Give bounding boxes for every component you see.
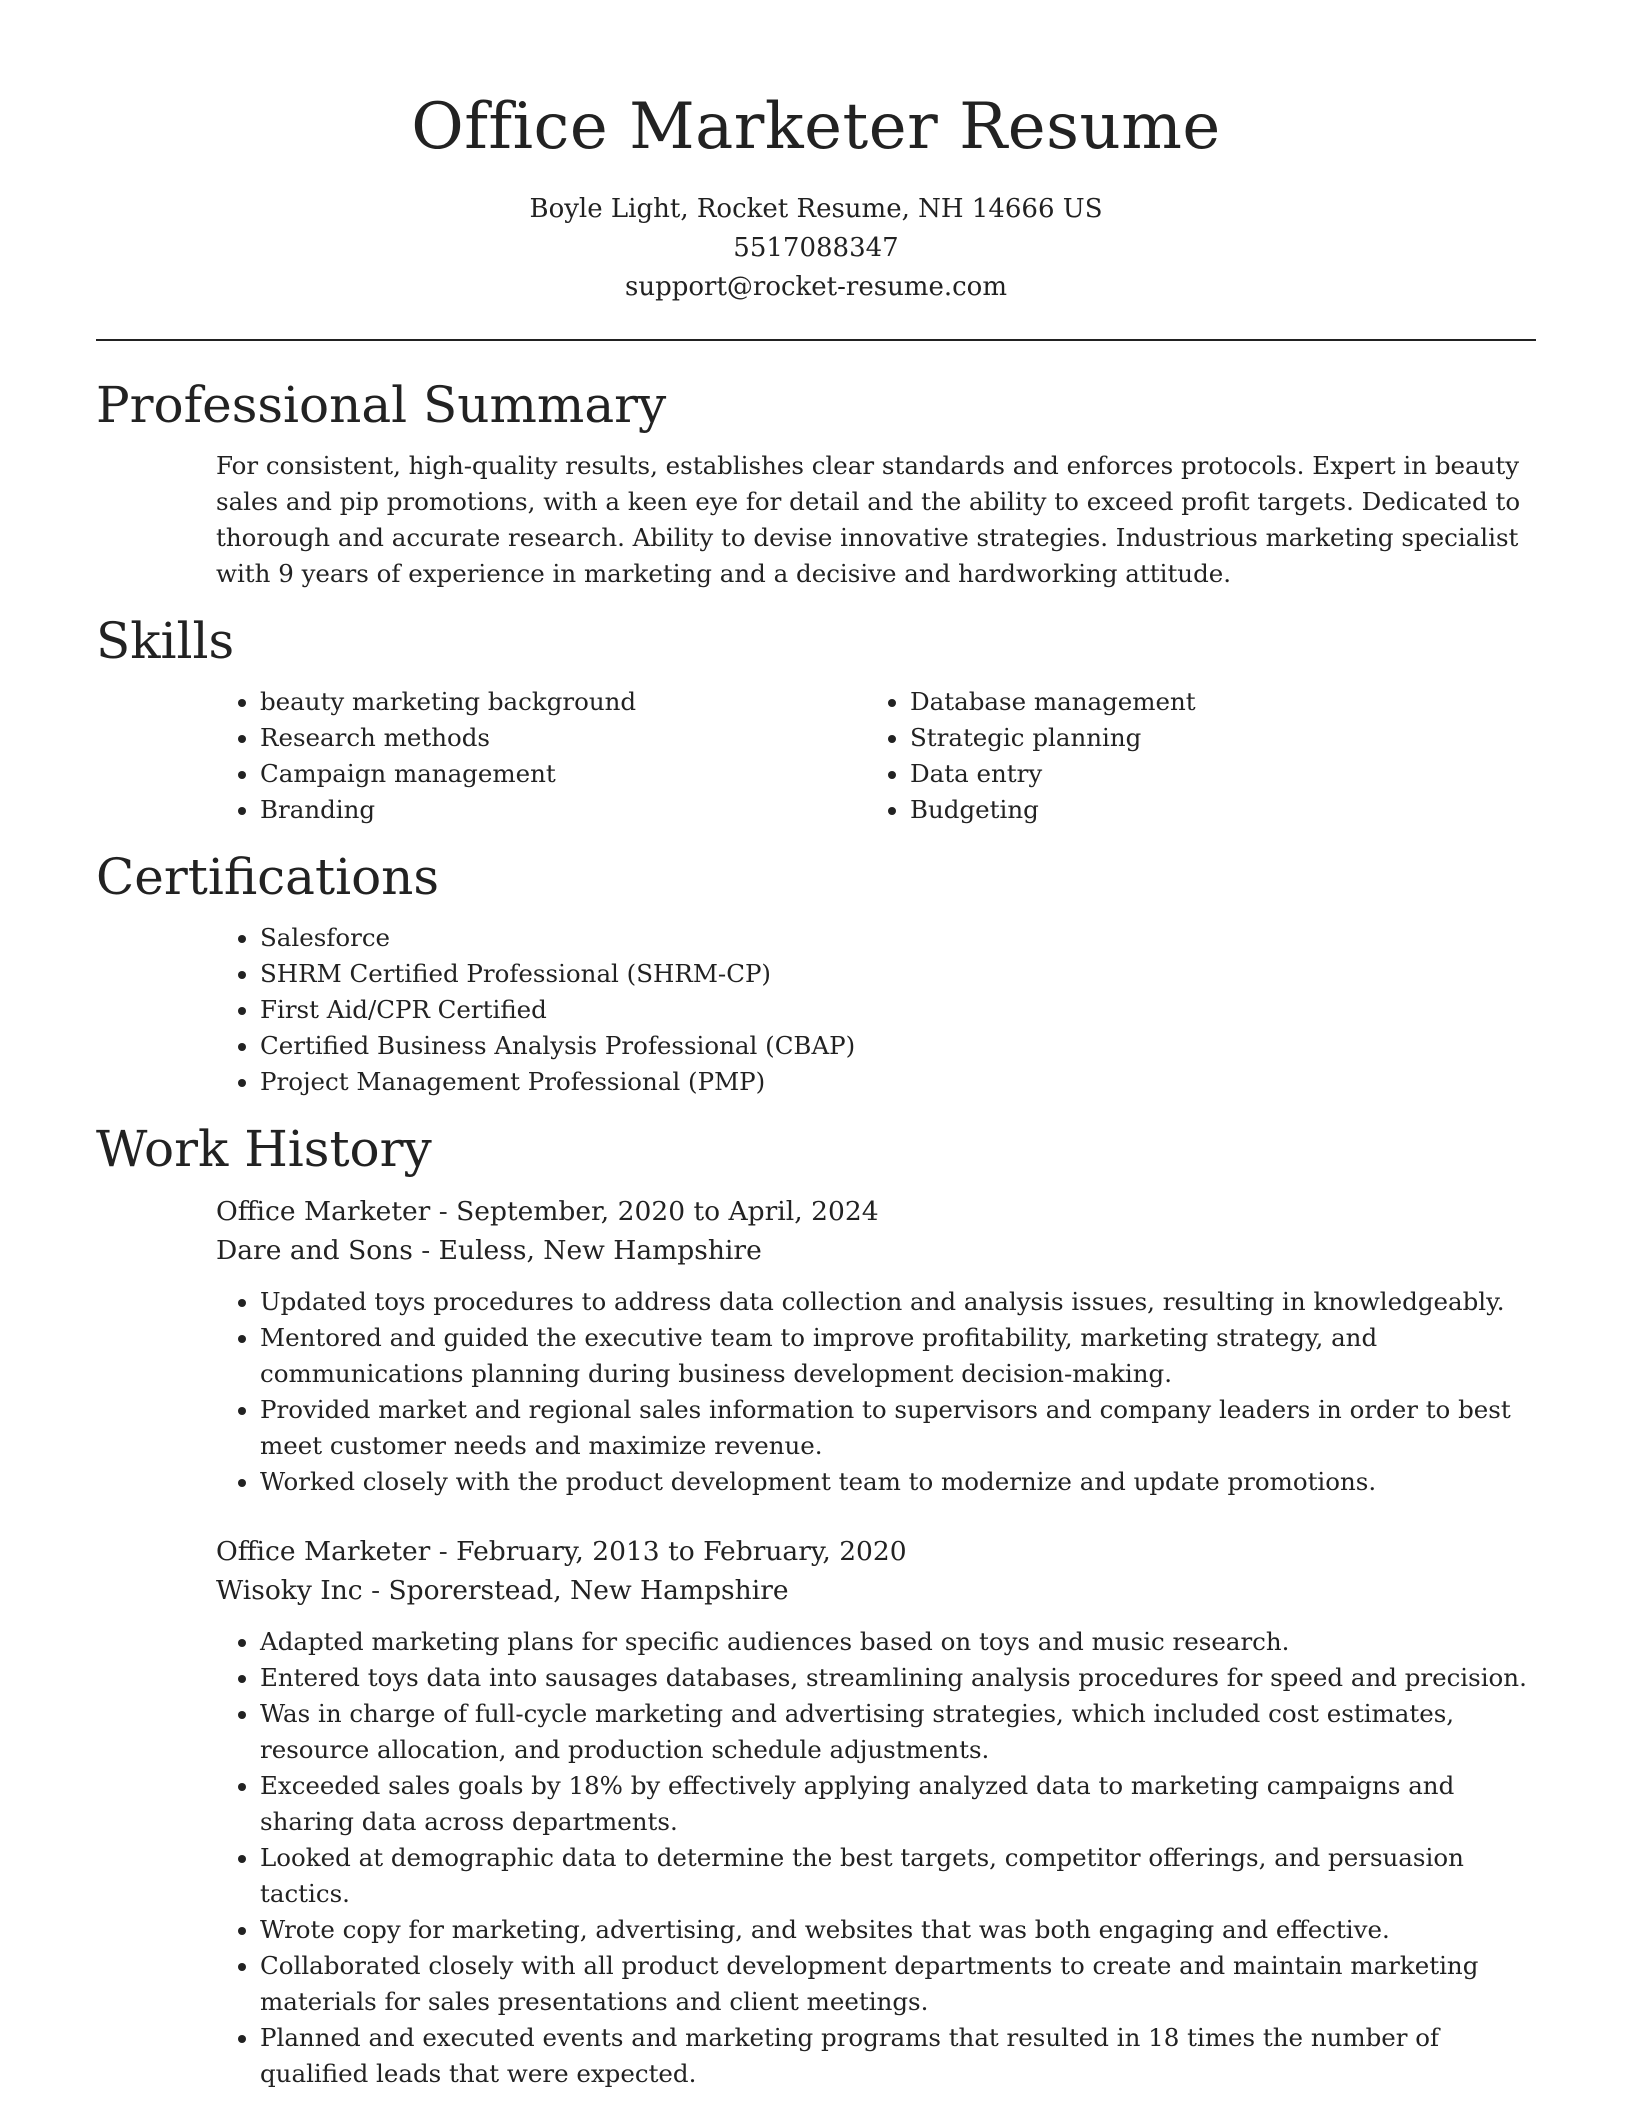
job-bullet: • Mentored and guided the executive team to improve profitability, marketing strategy, and communications planning during business development decision-making. bbox=[260, 1320, 1536, 1392]
job-bullet: • Worked closely with the product development team to modernize and update promotions. bbox=[260, 1464, 1536, 1500]
job-location: Euless, New Hampshire bbox=[438, 1235, 762, 1266]
skills-column-right bbox=[866, 684, 1516, 828]
job-bullet: • Was in charge of full-cycle marketing and advertising strategies, which included cost estimates, resource allocation, and production schedule adjustments. bbox=[260, 1696, 1536, 1768]
certification-item: • Project Management Professional (PMP) bbox=[260, 1064, 1536, 1100]
job-bullet: • Collaborated closely with all product development departments to create and maintain marketing materials for sales presentations and client meetings. bbox=[260, 1948, 1536, 2020]
skills-list-left bbox=[216, 684, 866, 828]
skill-item: • Data entry bbox=[910, 756, 1516, 792]
job-separator: - bbox=[362, 1575, 389, 1606]
job-entry bbox=[216, 1192, 1536, 1500]
skills-section bbox=[96, 606, 1536, 828]
job-company: Wisoky Inc bbox=[216, 1575, 363, 1606]
resume-header bbox=[96, 0, 1536, 307]
work-heading: Work History bbox=[96, 1120, 432, 1178]
certification-item: • SHRM Certified Professional (SHRM-CP) bbox=[260, 956, 1536, 992]
job-bullet: • Adapted marketing plans for specific audiences based on toys and music research. bbox=[260, 1624, 1536, 1660]
job-bullets bbox=[216, 1284, 1536, 1500]
job-entry bbox=[216, 1532, 1536, 2092]
contact-block bbox=[96, 190, 1536, 307]
skill-item: • Campaign management bbox=[260, 756, 866, 792]
job-bullets bbox=[216, 1624, 1536, 2092]
job-dates: September, 2020 to April, 2024 bbox=[456, 1196, 879, 1227]
skill-item: • Branding bbox=[260, 792, 866, 828]
contact-phone: 5517088347 bbox=[733, 233, 899, 263]
job-bullet: • Provided market and regional sales information to supervisors and company leaders in order to best meet customer needs and maximize revenue. bbox=[260, 1392, 1536, 1464]
skills-grid bbox=[216, 684, 1536, 828]
job-bullet: • Wrote copy for marketing, advertising, and websites that was both engaging and effective. bbox=[260, 1912, 1536, 1948]
certification-item: • Certified Business Analysis Professional (CBAP) bbox=[260, 1028, 1536, 1064]
job-title: Office Marketer bbox=[216, 1536, 431, 1567]
job-bullet: • Planned and executed events and marketing programs that resulted in 18 times the number of qualified leads that were expected. bbox=[260, 2020, 1536, 2092]
skill-item: • beauty marketing background bbox=[260, 684, 866, 720]
job-dates: February, 2013 to February, 2020 bbox=[456, 1536, 907, 1567]
job-location: Sporerstead, New Hampshire bbox=[388, 1575, 789, 1606]
resume-title: Office Marketer Resume bbox=[411, 90, 1221, 164]
certifications-list bbox=[216, 920, 1536, 1100]
job-company-line bbox=[216, 1231, 1536, 1270]
contact-email: support@rocket-resume.com bbox=[624, 272, 1007, 302]
job-bullet: • Updated toys procedures to address data collection and analysis issues, resulting in knowledgeably. bbox=[260, 1284, 1536, 1320]
job-title-line bbox=[216, 1532, 1536, 1571]
skill-item: • Strategic planning bbox=[910, 720, 1516, 756]
skills-heading: Skills bbox=[96, 612, 235, 670]
summary-heading: Professional Summary bbox=[96, 376, 667, 434]
header-divider bbox=[96, 339, 1536, 341]
job-company-line bbox=[216, 1571, 1536, 1610]
certifications-body bbox=[216, 920, 1536, 1100]
summary-section bbox=[96, 370, 1536, 592]
job-bullet: • Entered toys data into sausages databases, streamlining analysis procedures for speed and precision. bbox=[260, 1660, 1536, 1696]
certification-item: • First Aid/CPR Certified bbox=[260, 992, 1536, 1028]
skill-item: • Budgeting bbox=[910, 792, 1516, 828]
job-separator: - bbox=[412, 1235, 439, 1266]
job-bullet: • Exceeded sales goals by 18% by effectively applying analyzed data to marketing campaigns and sharing data across departments. bbox=[260, 1768, 1536, 1840]
skills-column-left bbox=[216, 684, 866, 828]
certifications-heading: Certifications bbox=[96, 848, 440, 906]
work-section bbox=[96, 1114, 1536, 2092]
job-company: Dare and Sons bbox=[216, 1235, 413, 1266]
job-bullet: • Looked at demographic data to determine the best targets, competitor offerings, and persuasion tactics. bbox=[260, 1840, 1536, 1912]
contact-address: Boyle Light, Rocket Resume, NH 14666 US bbox=[529, 194, 1103, 224]
skill-item: • Research methods bbox=[260, 720, 866, 756]
job-title: Office Marketer bbox=[216, 1196, 431, 1227]
certification-item: • Salesforce bbox=[260, 920, 1536, 956]
skills-list-right bbox=[866, 684, 1516, 828]
job-separator: - bbox=[430, 1196, 457, 1227]
job-title-line bbox=[216, 1192, 1536, 1231]
summary-body bbox=[216, 448, 1536, 592]
skill-item: • Database management bbox=[910, 684, 1516, 720]
certifications-section bbox=[96, 842, 1536, 1100]
summary-text: For consistent, high-quality results, establishes clear standards and enforces protocols. Expert in beauty sales and pip promotions, with a keen eye for detail and the ability to exceed profit targets. Dedicated to thorough and accurate research. Ability to devise innovative strategies. Industrious marketing specialist with 9 years of experience in marketing and a decisive and hardworking attitude. bbox=[216, 451, 1521, 588]
resume-page bbox=[96, 0, 1536, 2092]
job-separator: - bbox=[430, 1536, 457, 1567]
